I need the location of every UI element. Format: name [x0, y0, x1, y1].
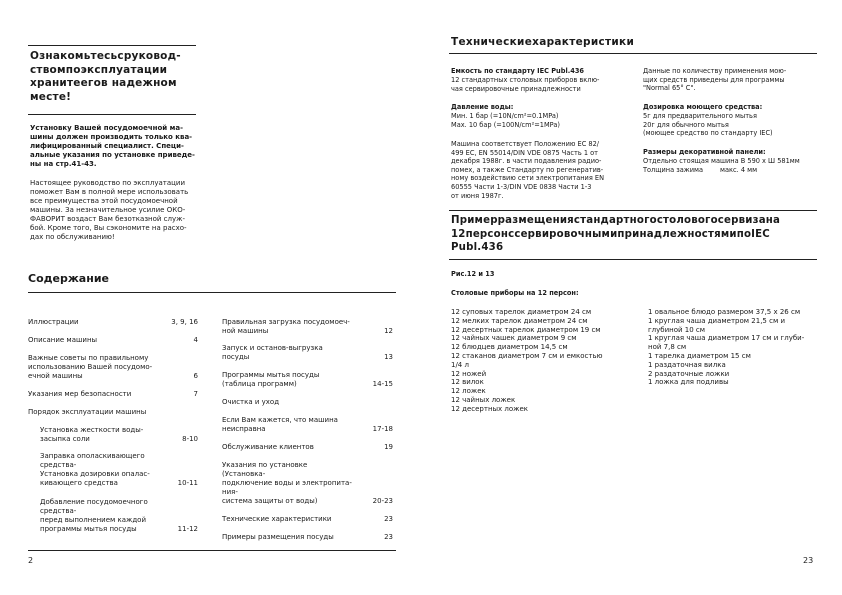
- example-top-rule: [449, 210, 817, 211]
- capacity-text: 12 стандартных столовых приборов вклю- чая сервировочные принадлежности: [451, 76, 600, 93]
- page-number-left: 2: [28, 556, 34, 565]
- toc-page: 10-11: [177, 479, 198, 487]
- toc-item-loading[interactable]: Правильная загрузка посудомоеч- ной машины: [222, 318, 350, 335]
- intro-top-rule: [28, 45, 196, 46]
- program-text: Данные по количеству применения мою- щих средств приведены для программы "Normal 65° C".: [643, 67, 787, 93]
- cutlery-title: Столовые приборы на 12 персон:: [451, 289, 579, 297]
- toc-item-specs[interactable]: Технические характеристики: [222, 515, 332, 523]
- toc-item-safety[interactable]: Указания мер безопасности: [28, 390, 132, 398]
- toc-page: 4: [193, 336, 198, 344]
- left-footer-rule: [28, 550, 396, 551]
- toc-page: 11-12: [177, 525, 198, 533]
- toc-page: 19: [384, 443, 393, 451]
- toc-page: 8-10: [182, 435, 198, 443]
- panel-title: Размеры декоративной панели:: [643, 148, 766, 156]
- toc-item-cleaning[interactable]: Очистка и уход: [222, 398, 280, 406]
- dosage-text: 5г для предварительного мытья 20г для обычного мытья (моющее средство по стандарту IEC): [643, 112, 773, 138]
- example-title: Примерразмещениястандартногостоловогосервизана 12персонссервировочнымипринадлежностямипоIEC Publ.436: [451, 215, 781, 253]
- panel-text-standalone: Отдельно стоящая машина В 590 х Ш 581мм: [643, 157, 800, 165]
- tech-specs-title: Техническиехарактеристики: [451, 36, 635, 48]
- example-bottom-rule: [449, 259, 817, 260]
- toc-item-illustrations[interactable]: Иллюстрации: [28, 318, 79, 326]
- pressure-text: Мин. 1 бар (=10N/cm²=0.1MPa) Max. 10 бар (=100N/cm²=1MPa): [451, 112, 560, 129]
- capacity-title: Емкость по стандарту IEC Publ.436: [451, 67, 584, 75]
- toc-item-troubleshooting[interactable]: Если Вам кажется, что машина неисправна: [222, 416, 338, 433]
- toc-item-programs[interactable]: Программы мытья посуды (таблица программ): [222, 371, 320, 388]
- toc-page: 23: [384, 533, 393, 541]
- toc-item-operation[interactable]: Порядок эксплуатации машины: [28, 408, 147, 416]
- toc-item-installation[interactable]: Указания по установке (Установка- подключение воды и электропита- ния- система защиты от воды): [222, 461, 352, 505]
- toc-item-customer-service[interactable]: Обслуживание клиентов: [222, 443, 314, 451]
- toc-page: 14-15: [372, 380, 393, 388]
- toc-page: 17-18: [372, 425, 393, 433]
- toc-item-start-stop[interactable]: Запуск и останов-выгрузка посуды: [222, 344, 323, 361]
- intro-paragraph: Настоящее руководство по эксплуатации поможет Вам в полной мере использовать все преимущества этой посудомоечной машины. За незначительное усилие ОКО- ФАВОРИТ воздаст Вам безотказной служ- бой. Кроме того, Вы сэкономите на расхо- дах по обслуживанию!: [30, 179, 189, 241]
- figure-label: Рис.12 и 13: [451, 270, 495, 278]
- toc-item-important-tips[interactable]: Важные советы по правильному использованию Вашей посудомо- ечной машины: [28, 354, 153, 380]
- toc-page: 20-23: [372, 497, 393, 505]
- intro-heading: Ознакомьтесьсруковод- ствомпоэксплуатации хранитеегов надежном месте!: [30, 50, 181, 103]
- toc-item-detergent[interactable]: Добавление посудомоечного средства- перед выполнением каждой программы мытья посуды: [40, 498, 148, 533]
- toc-page: 13: [384, 353, 393, 361]
- contents-title-rule: [28, 292, 396, 293]
- contents-title: Содержание: [28, 272, 109, 285]
- toc-page: 6: [193, 372, 198, 380]
- installation-notice: Установку Вашей посудомоечной ма- шины должен производить только ква- лифицированный специалист. Специ- альные указания по установке приведе- ны на стр.41-43.: [30, 124, 195, 168]
- dosage-title: Дозировка моющего средства:: [643, 103, 763, 111]
- panel-text-thickness-value: макс. 4 мм: [720, 166, 758, 174]
- intro-heading-rule: [28, 114, 196, 115]
- compliance-text: Машина соответствует Положению ЕС 82/ 499 ЕС, EN 55014/DIN VDE 0875 Часть 1 от декабря 1988г. в части подавления радио- помех, а также Стандарту по регенератив- ному воздействию сети электропитания EN 60555 Части 1-3/DIN VDE 0838 Части 1-3 от июня 1987г.: [451, 140, 605, 200]
- toc-item-examples[interactable]: Примеры размещения посуды: [222, 533, 334, 541]
- toc-page: 3, 9, 16: [171, 318, 198, 326]
- panel-text-thickness: Толщина зажима: [643, 166, 704, 174]
- toc-page: 23: [384, 515, 393, 523]
- toc-item-water-hardness[interactable]: Установка жесткости воды- засыпка соли: [40, 426, 144, 443]
- cutlery-list-right: 1 овальное блюдо размером 37,5 х 26 см 1 круглая чаша диаметром 21,5 см и глубиной 10 см 1 круглая чаша диаметром 17 см и глуби- ной 7,8 см 1 тарелка диаметром 15 см 1 раздаточная вилка 2 раздаточные ложки 1 ложка для подливы: [648, 308, 805, 387]
- cutlery-list-left: 12 суповых тарелок диаметром 24 см 12 мелких тарелок диаметром 24 см 12 десертных тарелок диаметром 19 см 12 чайных чашек диаметром 9 см 12 блюдцев диаметром 14,5 см 12 стаканов диаметром 7 см и емкостью 1/4 л 12 ножей 12 вилок 12 ложек 12 чайных ложек 12 десертных ложек: [451, 308, 603, 413]
- toc-item-description[interactable]: Описание машины: [28, 336, 98, 344]
- toc-page: 12: [384, 327, 393, 335]
- tech-specs-rule: [449, 53, 817, 54]
- page-number-right: 23: [803, 556, 814, 565]
- toc-item-rinse-aid[interactable]: Заправка ополаскивающего средства- Установка дозировки опалас- кивающего средства: [40, 452, 150, 487]
- pressure-title: Давление воды:: [451, 103, 514, 111]
- toc-page: 7: [193, 390, 198, 398]
